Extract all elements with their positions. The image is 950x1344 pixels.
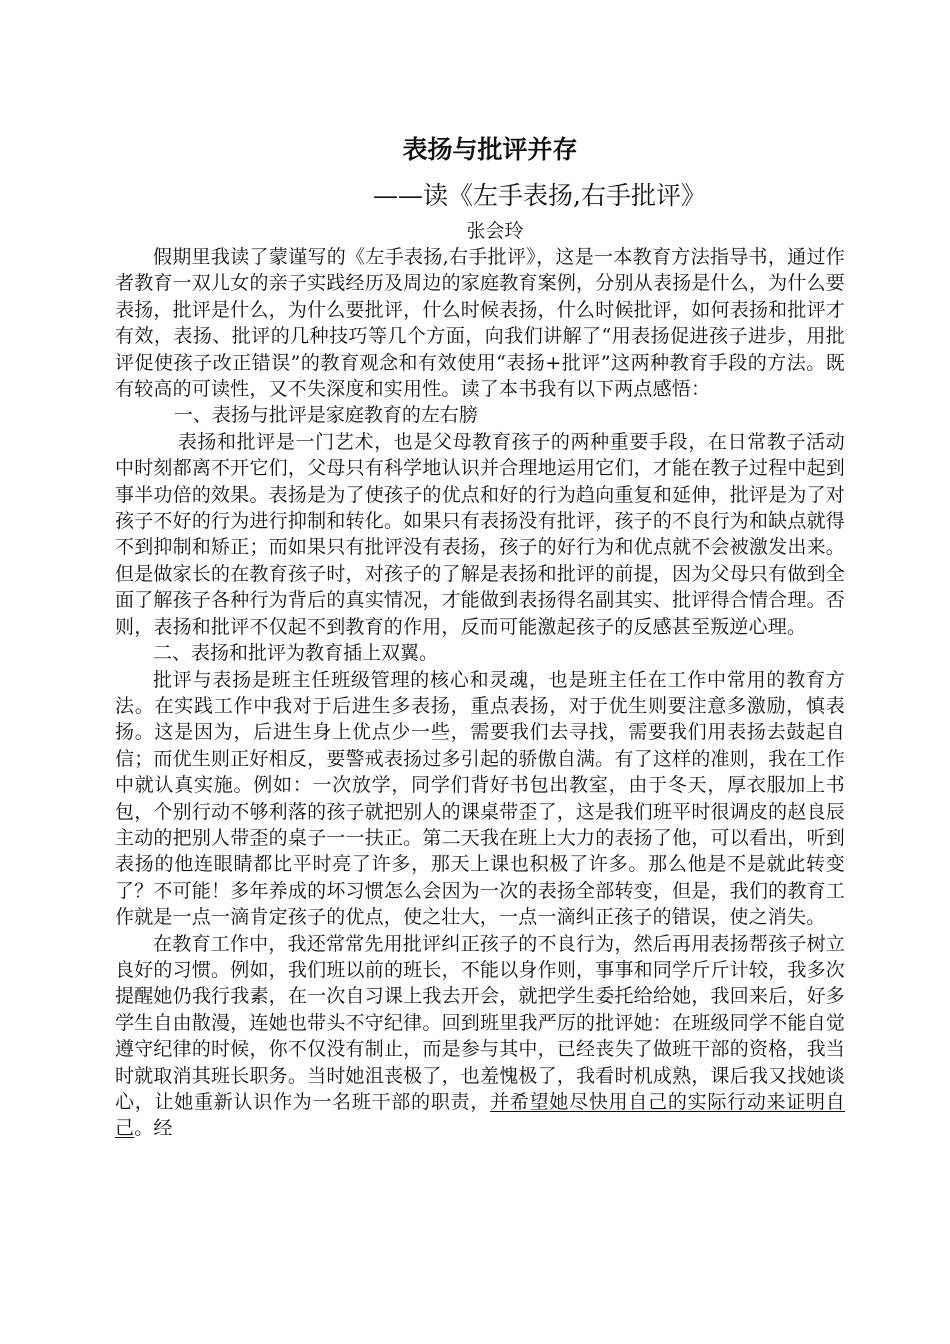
section-1-heading: 一、表扬与批评是家庭教育的左右膀 <box>173 404 478 427</box>
document-page <box>115 130 845 1142</box>
document-title: 表扬与批评并存 <box>402 135 578 164</box>
document-author: 张会玲 <box>466 220 524 242</box>
section-2-heading: 二、表扬和批评为教育插上双翼。 <box>153 642 439 665</box>
section-2-paragraph-1: 批评与表扬是班主任班级管理的核心和灵魂，也是班主任在工作中常用的教育方法。在实践工作中我对于后进生多表扬，重点表扬，对于优生则要注意多激励，慎表扬。这是因为，后进生身上优点少一些，需要我们去寻找，需要我们用表扬去鼓起自信；而优生则正好相反，要警戒表扬过多引起的骄傲自满。有了这样的准则，我在工作中就认真实施。例如：一次放学，同学们背好书包出教室，由于冬天，厚衣服加上书包，个别行动不够利落的孩子就把别人的课桌带歪了，这是我们班平时很调皮的赵良辰主动的把别人带歪的桌子一一扶正。第二天我在班上大力的表扬了他，可以看出，听到表扬的他连眼睛都比平时亮了许多，那天上课也积极了许多。那么他是不是就此转变了？不可能！多年养成的坏习惯怎么会因为一次的表扬全部转变，但是，我们的教育工作就是一点一滴肯定孩子的优点，使之壮大，一点一滴纠正孩子的错误，使之消失。 <box>115 668 845 929</box>
section-1-paragraph: 表扬和批评是一门艺术，也是父母教育孩子的两种重要手段，在日常教子活动中时刻都离不开它们，父母只有科学地认识并合理地运用它们，才能在教子过程中起到事半功倍的效果。表扬是为了使孩子的优点和好的行为趋向重复和延伸，批评是为了对孩子不好的行为进行抑制和转化。如果只有表扬没有批评，孩子的不良行为和缺点就得不到抑制和矫正；而如果只有批评没有表扬，孩子的好行为和优点就不会被激发出来。但是做家长的在教育孩子时，对孩子的了解是表扬和批评的前提，因为父母只有做到全面了解孩子各种行为背后的真实情况，才能做到表扬得名副其实、批评得合情合理。否则，表扬和批评不仅起不到教育的作用，反而可能激起孩子的反感甚至叛逆心理。 <box>115 430 845 638</box>
document-subtitle: ——读《左手表扬,右手批评》 <box>373 181 706 210</box>
underlined-sentence: 并希望她尽快用自己的实际行动来证明自己 <box>115 1091 845 1140</box>
section-2-paragraph-2-text: 在教育工作中，我还常常先用批评纠正孩子的不良行为，然后再用表扬帮孩子树立良好的习惯。例如，我们班以前的班长，不能以身作则，事事和同学斤斤计较，我多次提醒她仍我行我素，在一次自习课上我去开会，就把学生委托给给她，我回来后，好多学生自由散漫，连她也带头不守纪律。回到班里我严厉的批评她：在班级同学不能自觉遵守纪律的时候，你不仅没有制止，而是参与其中，已经丧失了做班干部的资格，我当时就取消其班长职务。当时她沮丧极了，也羞愧极了，我看时机成熟，课后我又找她谈心，让她重新认识作为一名班干部的职责， <box>115 932 845 1113</box>
section-2-paragraph-2 <box>115 931 845 1142</box>
intro-paragraph: 假期里我读了蒙谨写的《左手表扬,右手批评》，这是一本教育方法指导书，通过作者教育一双儿女的亲子实践经历及周边的家庭教育案例，分别从表扬是什么，为什么要表扬，批评是什么，为什么要批评，什么时候表扬，什么时候批评，如何表扬和批评才有效，表扬、批评的几种技巧等几个方面，向我们讲解了“用表扬促进孩子进步，用批评促使孩子改正错误”的教育观念和有效使用“表扬+批评”这两种教育手段的方法。既有较高的可读性，又不失深度和实用性。读了本书我有以下两点感悟： <box>115 246 845 401</box>
section-2-paragraph-2-tail: 。经 <box>134 1117 173 1140</box>
